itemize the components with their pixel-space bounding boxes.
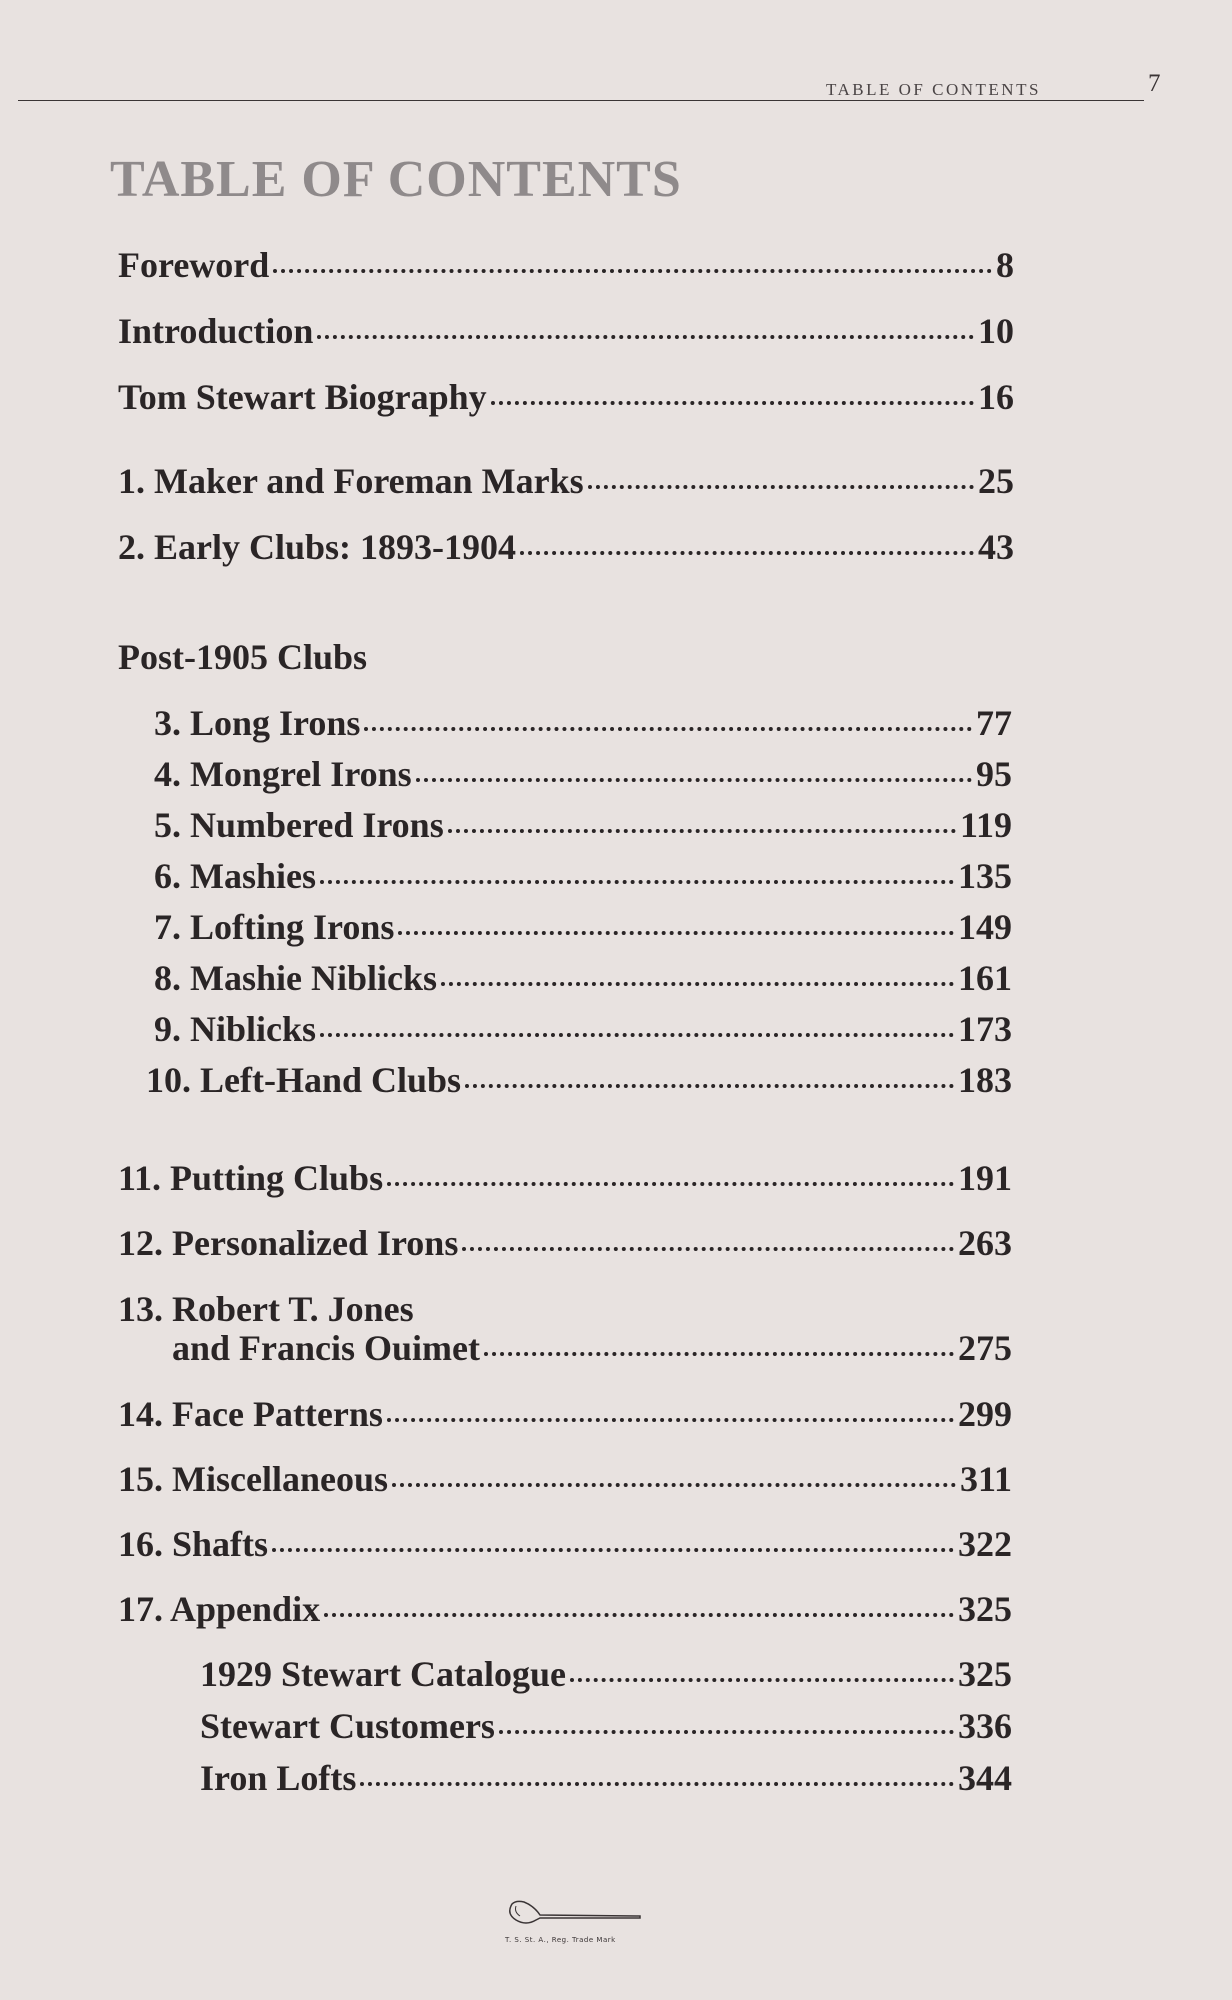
toc-entry-introduction[interactable]	[118, 310, 1014, 352]
toc-entry-chapter-3[interactable]	[154, 702, 1012, 744]
toc-entry-page: 325	[958, 1589, 1012, 1629]
dot-leader	[324, 1613, 954, 1617]
trademark-text: T. S. St. A., Reg. Trade Mark	[505, 1936, 616, 1944]
toc-entry-label: 1. Maker and Foreman Marks	[118, 461, 584, 501]
toc-entry-label: 11. Putting Clubs	[118, 1158, 384, 1198]
toc-entry-label: 9. Niblicks	[154, 1009, 317, 1049]
dot-leader	[448, 829, 956, 833]
toc-entry-label: 6. Mashies	[154, 856, 316, 896]
toc-entry-chapter-13[interactable]	[172, 1327, 1012, 1369]
toc-entry-page: 8	[996, 245, 1014, 285]
toc-entry-page: 161	[958, 958, 1012, 998]
dot-leader	[570, 1678, 954, 1682]
dot-leader	[499, 1730, 954, 1734]
toc-entry-page: 43	[978, 527, 1014, 567]
toc-entry-chapter-14[interactable]	[118, 1393, 1012, 1435]
dot-leader	[520, 551, 974, 555]
toc-entry-chapter-13-line1[interactable]: 13. Robert T. Jones	[118, 1289, 414, 1329]
toc-entry-chapter-16[interactable]	[118, 1523, 1012, 1565]
dot-leader	[317, 335, 974, 339]
dot-leader	[320, 880, 954, 884]
toc-entry-page: 16	[978, 377, 1014, 417]
dot-leader	[364, 727, 972, 731]
toc-entry-chapter-8[interactable]	[154, 957, 1012, 999]
toc-entry-appendix-lofts[interactable]	[200, 1757, 1012, 1799]
toc-entry-chapter-9[interactable]	[154, 1008, 1012, 1050]
toc-entry-chapter-15[interactable]	[118, 1458, 1012, 1500]
dot-leader	[392, 1483, 956, 1487]
toc-entry-page: 344	[958, 1758, 1012, 1798]
toc-entry-chapter-1[interactable]	[118, 460, 1014, 502]
toc-entry-chapter-7[interactable]	[154, 906, 1012, 948]
dot-leader	[398, 931, 954, 935]
toc-entry-page: 119	[959, 805, 1012, 845]
toc-entry-label: 17. Appendix	[118, 1589, 321, 1629]
dot-leader	[462, 1247, 954, 1251]
toc-entry-appendix-catalogue[interactable]	[200, 1653, 1012, 1695]
toc-entry-page: 325	[958, 1654, 1012, 1694]
toc-entry-chapter-17[interactable]	[118, 1588, 1012, 1630]
toc-entry-label: Tom Stewart Biography	[118, 377, 487, 417]
dot-leader	[320, 1033, 954, 1037]
toc-entry-page: 183	[958, 1060, 1012, 1100]
toc-entry-chapter-6[interactable]	[154, 855, 1012, 897]
toc-entry-label: Iron Lofts	[200, 1758, 357, 1798]
dot-leader	[273, 269, 992, 273]
toc-entry-foreword[interactable]	[118, 244, 1014, 286]
dot-leader	[491, 401, 974, 405]
running-title: TABLE OF CONTENTS	[826, 80, 1041, 99]
toc-entry-chapter-10[interactable]	[146, 1059, 1012, 1101]
toc-entry-page: 95	[976, 754, 1012, 794]
toc-entry-label: 16. Shafts	[118, 1524, 269, 1564]
toc-entry-label: 12. Personalized Irons	[118, 1223, 459, 1263]
toc-entry-chapter-2[interactable]	[118, 526, 1014, 568]
toc-entry-page: 149	[958, 907, 1012, 947]
page-number: 7	[1148, 70, 1161, 97]
toc-entry-label: 15. Miscellaneous	[118, 1459, 388, 1499]
page-title: TABLE OF CONTENTS	[110, 151, 682, 208]
toc-entry-biography[interactable]	[118, 376, 1014, 418]
toc-entry-page: 77	[976, 703, 1012, 743]
toc-entry-chapter-4[interactable]	[154, 753, 1012, 795]
toc-entry-label: Foreword	[118, 245, 270, 285]
toc-entry-page: 322	[958, 1524, 1012, 1564]
toc-entry-page: 311	[959, 1459, 1012, 1499]
toc-entry-page: 275	[958, 1328, 1012, 1368]
dot-leader	[387, 1418, 954, 1422]
toc-entry-chapter-5[interactable]	[154, 804, 1012, 846]
dot-leader	[360, 1782, 954, 1786]
toc-entry-label: Stewart Customers	[200, 1706, 495, 1746]
dot-leader	[387, 1182, 954, 1186]
dot-leader	[484, 1352, 954, 1356]
toc-entry-label: 10. Left-Hand Clubs	[146, 1060, 462, 1100]
dot-leader	[465, 1084, 954, 1088]
toc-entry-page: 25	[978, 461, 1014, 501]
toc-entry-label: 14. Face Patterns	[118, 1394, 383, 1434]
toc-entry-label: 3. Long Irons	[154, 703, 361, 743]
dot-leader	[416, 778, 972, 782]
toc-entry-chapter-11[interactable]	[118, 1157, 1012, 1199]
dot-leader	[588, 485, 974, 489]
toc-entry-appendix-customers[interactable]	[200, 1705, 1012, 1747]
toc-entry-page: 10	[978, 311, 1014, 351]
toc-entry-page: 135	[958, 856, 1012, 896]
toc-entry-page: 299	[958, 1394, 1012, 1434]
running-header	[18, 70, 1161, 101]
toc-entry-page: 191	[958, 1158, 1012, 1198]
toc-entry-label: and Francis Ouimet	[172, 1328, 481, 1368]
toc-entry-label: 8. Mashie Niblicks	[154, 958, 438, 998]
dot-leader	[441, 982, 954, 986]
toc-entry-label: Introduction	[118, 311, 314, 351]
toc-entry-page: 336	[958, 1706, 1012, 1746]
toc-entry-label: 4. Mongrel Irons	[154, 754, 412, 794]
toc-entry-label: 5. Numbered Irons	[154, 805, 444, 845]
toc-entry-page: 173	[958, 1009, 1012, 1049]
toc-entry-page: 263	[958, 1223, 1012, 1263]
toc-entry-label: 1929 Stewart Catalogue	[200, 1654, 566, 1694]
toc-entry-label: 7. Lofting Irons	[154, 907, 395, 947]
toc-entry-chapter-12[interactable]	[118, 1222, 1012, 1264]
toc-entry-label: 2. Early Clubs: 1893-1904	[118, 527, 517, 567]
section-heading-post1905: Post-1905 Clubs	[118, 637, 368, 677]
dot-leader	[272, 1548, 954, 1552]
